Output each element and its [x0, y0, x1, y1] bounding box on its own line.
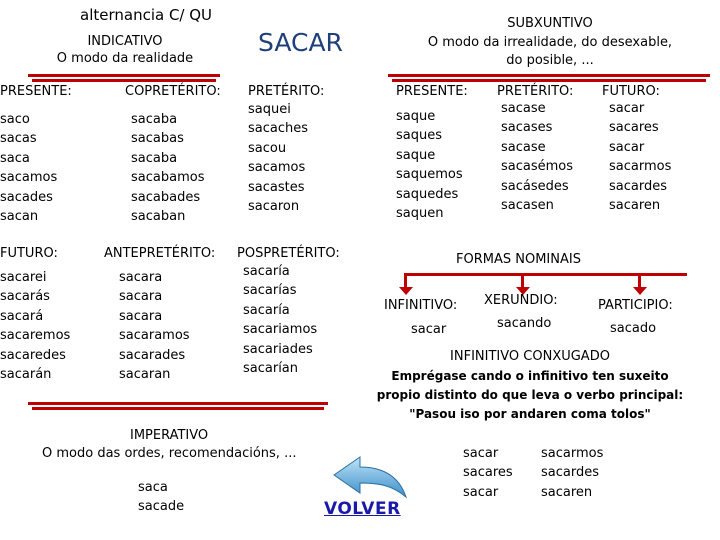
arrow-down-icon	[399, 287, 413, 295]
verb-form: sacarías	[243, 283, 297, 299]
indicativo-copreterito-label: COPRETÉRITO:	[125, 84, 221, 99]
verb-form: sacares	[609, 120, 659, 136]
imperativo-subtitle: O modo das ordes, recomendacións, ...	[42, 446, 297, 461]
subxuntivo-presente-label: PRESENTE:	[396, 84, 468, 99]
verb-form: sacabamos	[131, 170, 205, 186]
divider-line	[32, 407, 324, 410]
indicativo-antepreterito-label: ANTEPRETÉRITO:	[104, 246, 216, 261]
verb-form: sacariamos	[243, 322, 318, 338]
verb-form: sacabas	[131, 131, 184, 147]
verb-form: sacamos	[0, 170, 58, 186]
verb-form: sacarei	[0, 270, 47, 285]
verb-form: sacaremos	[0, 328, 71, 344]
verb-form: saque	[396, 109, 436, 124]
subxuntivo-subtitle-1: O modo da irrealidade, do desexable,	[427, 35, 673, 50]
infinitivo-form: sacar	[411, 322, 447, 337]
conxugado-line-1: Emprégase cando o infinitivo ten suxeito	[391, 369, 669, 383]
divider-line	[32, 79, 216, 82]
verb-form: saquedes	[396, 186, 459, 202]
arrow-down-icon	[633, 287, 647, 295]
verb-form: sacaban	[131, 208, 186, 224]
verb-form: sacara	[119, 289, 163, 305]
verb-form: saques	[396, 128, 443, 144]
verb-form: sacaba	[131, 112, 178, 127]
verb-form: sacaren	[609, 197, 661, 213]
verb-form: sacaramos	[119, 328, 190, 344]
verb-form: sacardes	[609, 178, 667, 194]
subxuntivo-subtitle-2: do posible, ...	[506, 53, 594, 68]
conxugado-forms-col-1	[463, 444, 513, 502]
infinitivo-conxugado-title: INFINITIVO CONXUGADO	[450, 349, 610, 364]
verb-form: sacaches	[248, 121, 309, 137]
verb-title: SACAR	[258, 28, 343, 57]
participio-label: PARTICIPIO:	[598, 298, 673, 313]
subxuntivo-preterito-label: PRETÉRITO:	[497, 84, 574, 99]
divider-line	[392, 79, 706, 82]
verb-form: sacaba	[131, 150, 178, 166]
verb-form: sacariades	[243, 341, 313, 357]
divider-line	[388, 74, 710, 77]
indicativo-copreterito-forms	[131, 110, 204, 226]
infinitivo-label: INFINITIVO:	[384, 298, 458, 313]
subxuntivo-futuro-forms	[609, 99, 671, 215]
verb-form: saquemos	[396, 167, 463, 183]
verb-form: sacasen	[501, 197, 554, 213]
verb-form: sacabades	[131, 189, 201, 205]
verb-form: sacasémos	[501, 159, 574, 175]
verb-form: sacar	[463, 446, 499, 461]
formas-nominais-title: FORMAS NOMINAIS	[456, 252, 581, 267]
divider-line	[28, 74, 220, 77]
verb-form: sacarades	[119, 347, 186, 363]
verb-form: sacaron	[248, 198, 300, 214]
verb-form: sacases	[501, 120, 553, 136]
verb-form: sacares	[463, 465, 513, 481]
verb-form: sacarmos	[541, 446, 604, 461]
page-heading: alternancia C/ QU	[80, 6, 213, 24]
verb-form: sacade	[138, 499, 185, 515]
verb-form: sacastes	[248, 179, 305, 195]
indicativo-pospreterito-label: POSPRETÉRITO:	[237, 246, 340, 261]
verb-form: sacase	[501, 139, 546, 155]
divider-line	[28, 402, 328, 405]
verb-form: sacarán	[0, 366, 52, 382]
verb-form: sacarás	[0, 289, 50, 305]
conxugado-line-3: "Pasou iso por andaren coma tolos"	[409, 407, 651, 421]
indicativo-presente-label: PRESENTE:	[0, 84, 72, 99]
indicativo-title: INDICATIVO	[87, 34, 163, 49]
verb-form: sacarmos	[609, 159, 672, 175]
participio-form: sacado	[610, 321, 657, 336]
indicativo-preterito-label: PRETÉRITO:	[248, 84, 325, 99]
conxugado-forms-col-2	[541, 444, 603, 502]
verb-form: saca	[0, 150, 30, 166]
imperativo-forms	[138, 478, 184, 517]
verb-form: sacará	[0, 308, 44, 324]
indicativo-preterito-forms	[248, 100, 308, 216]
verb-form: sacase	[501, 101, 546, 116]
verb-form: sacara	[119, 308, 163, 324]
xerundio-label: XERUNDIO:	[484, 293, 558, 308]
back-arrow-icon[interactable]	[330, 455, 410, 500]
verb-form: sacar	[609, 139, 645, 155]
verb-form: sacarían	[243, 360, 299, 376]
verb-form: sacaran	[119, 366, 171, 382]
indicativo-antepreterito-forms	[119, 268, 190, 384]
indicativo-futuro-label: FUTURO:	[0, 246, 58, 261]
tree-line	[405, 273, 687, 276]
verb-form: sacar	[609, 101, 645, 116]
subxuntivo-presente-forms	[396, 107, 463, 223]
verb-form: saco	[0, 112, 30, 127]
verb-form: saquen	[396, 205, 444, 221]
xerundio-form: sacando	[497, 316, 552, 331]
volver-link[interactable]: VOLVER	[324, 499, 401, 519]
verb-form: sacardes	[541, 465, 599, 481]
verb-form: sacar	[463, 484, 499, 500]
verb-form: sacara	[119, 270, 163, 285]
verb-form: sacamos	[248, 160, 306, 176]
verb-form: saque	[396, 147, 436, 163]
verb-form: sacas	[0, 131, 37, 147]
indicativo-futuro-forms	[0, 268, 70, 384]
verb-form: sacou	[248, 140, 287, 156]
verb-form: sacaredes	[0, 347, 66, 363]
verb-form: sacaren	[541, 484, 593, 500]
indicativo-pospreterito-forms	[243, 262, 317, 378]
indicativo-subtitle: O modo da realidade	[56, 51, 194, 66]
indicativo-presente-forms	[0, 110, 57, 226]
subxuntivo-preterito-forms	[501, 99, 573, 215]
subxuntivo-title: SUBXUNTIVO	[507, 16, 593, 31]
imperativo-title: IMPERATIVO	[130, 428, 209, 443]
verb-form: saca	[138, 480, 168, 495]
verb-form: sacaría	[243, 302, 290, 318]
verb-form: sacades	[0, 189, 53, 205]
verb-form: sacaría	[243, 264, 290, 279]
subxuntivo-futuro-label: FUTURO:	[602, 84, 660, 99]
verb-form: sacan	[0, 208, 39, 224]
conxugado-line-2: propio distinto do que leva o verbo principal:	[376, 388, 684, 402]
verb-form: sacásedes	[501, 178, 569, 194]
verb-form: saquei	[248, 102, 291, 117]
